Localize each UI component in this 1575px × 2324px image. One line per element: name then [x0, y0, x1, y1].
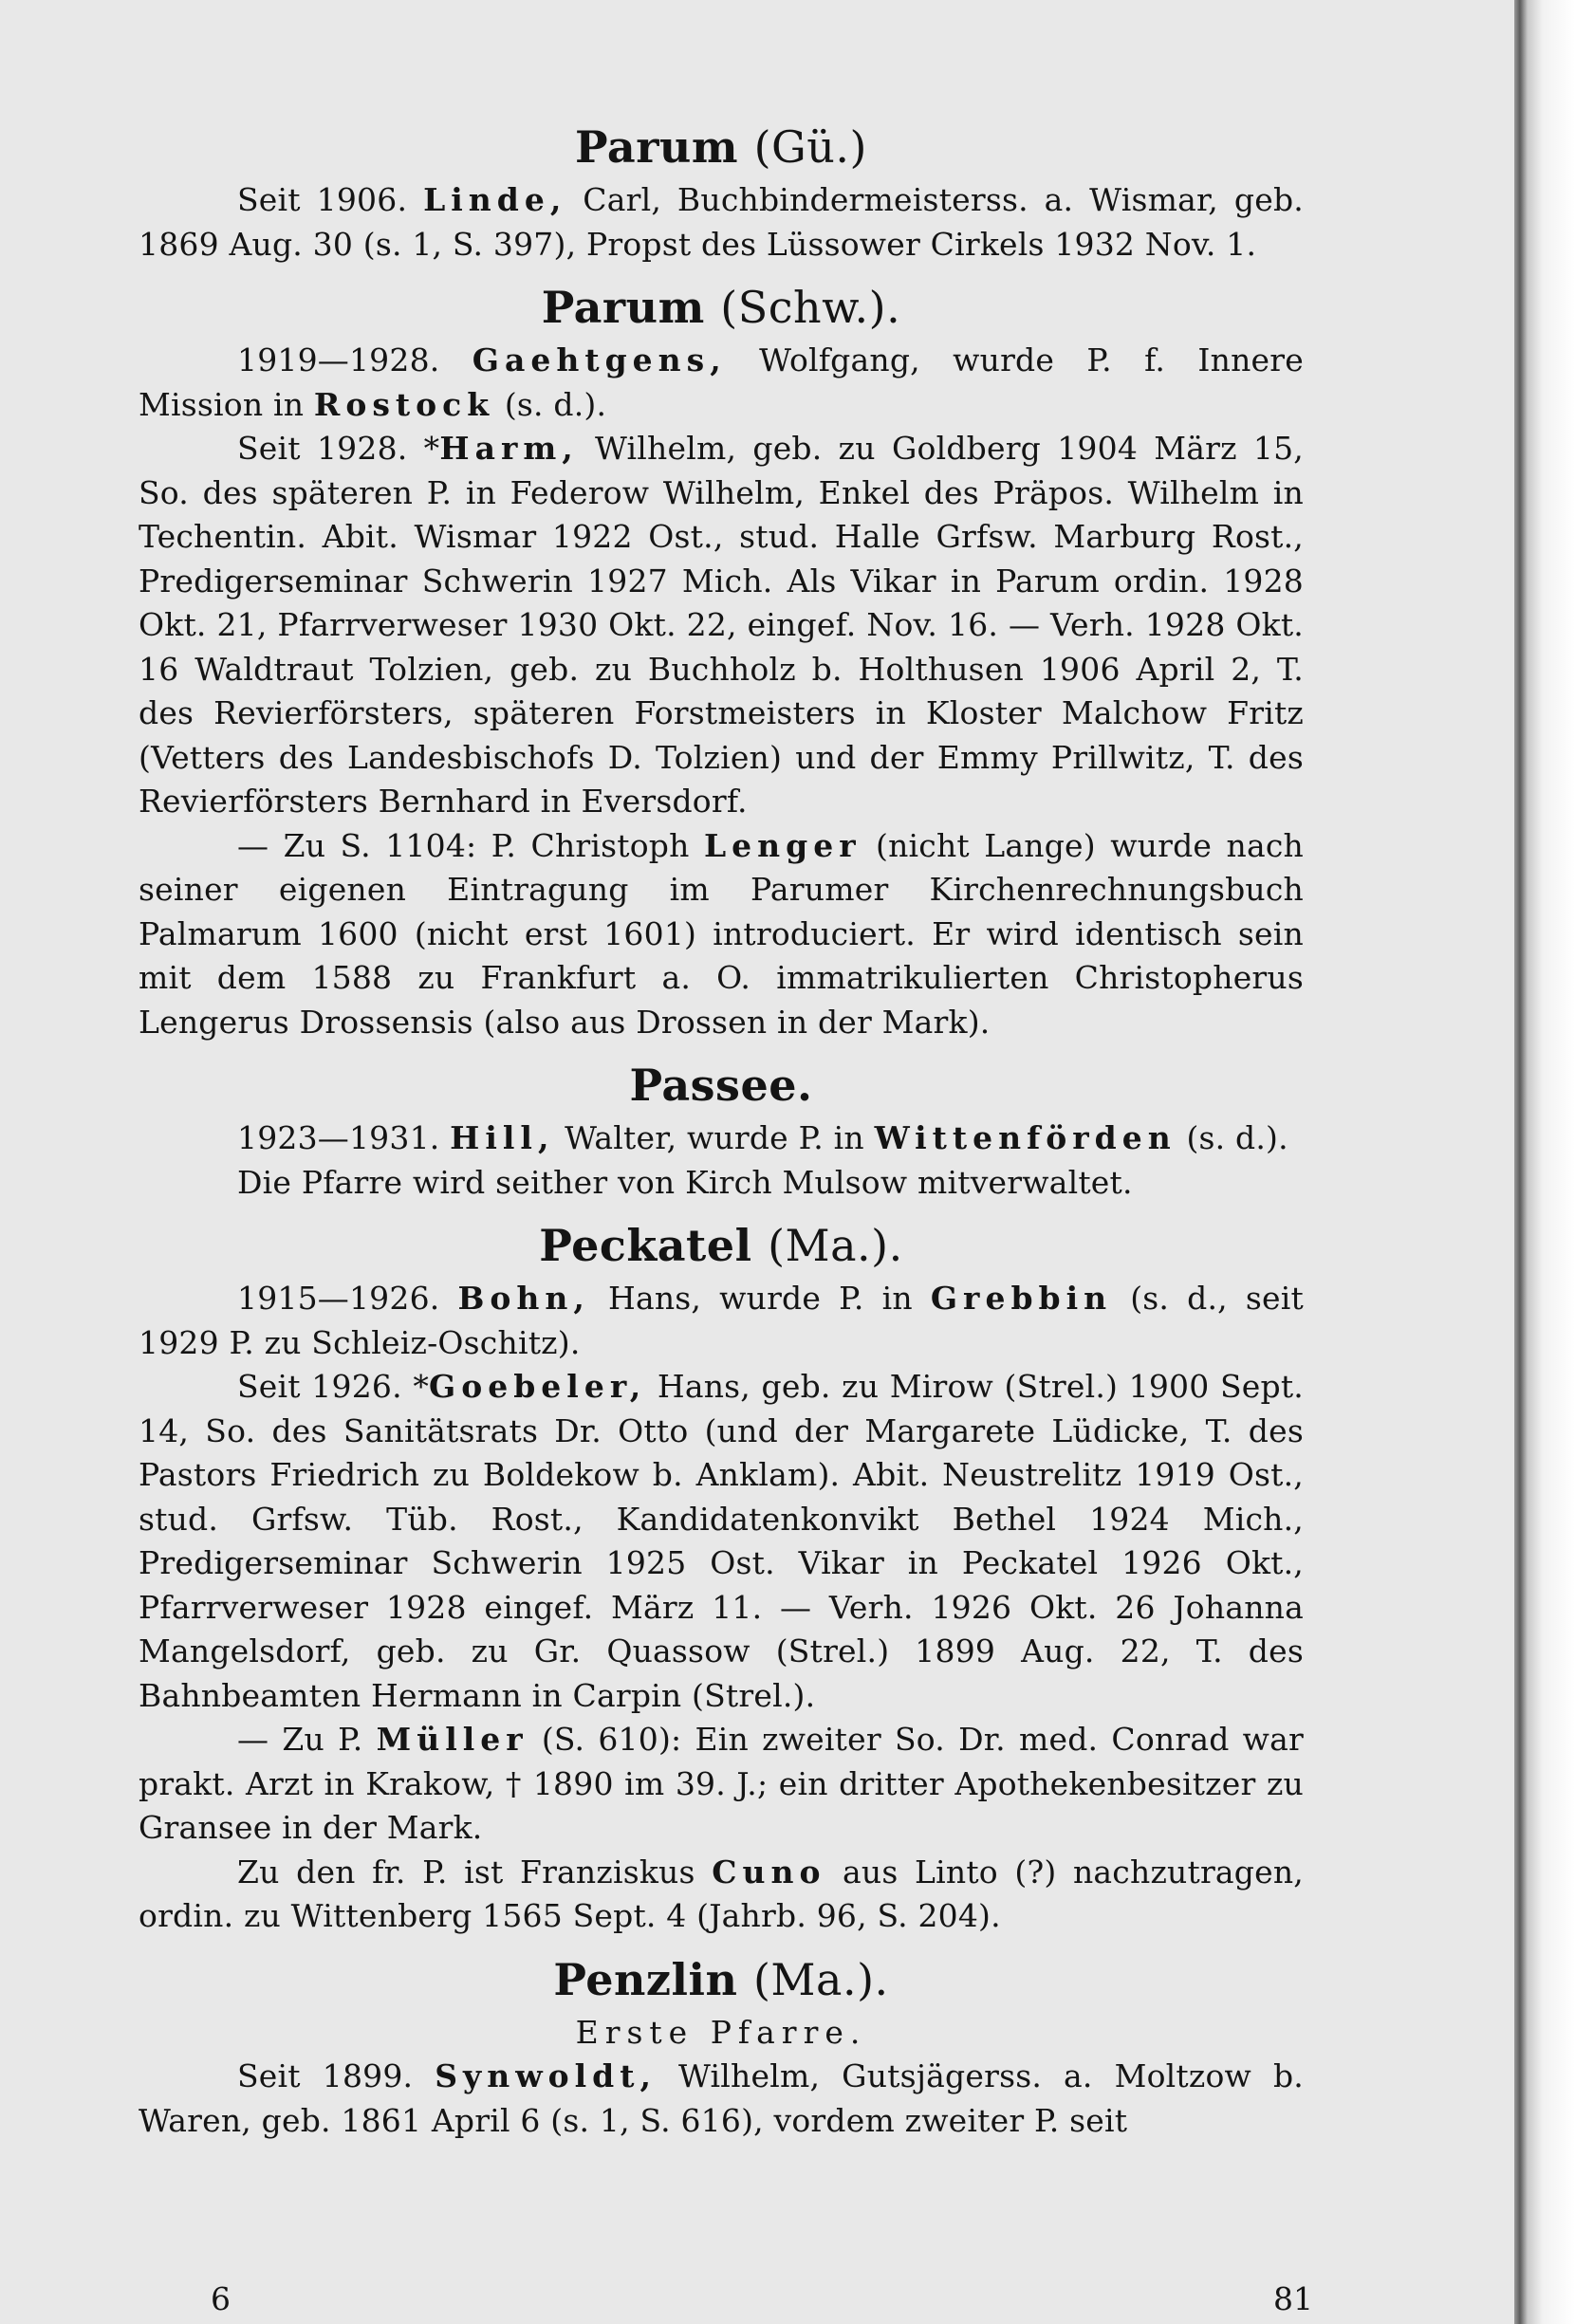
- spaced-name: Cuno: [712, 1853, 826, 1891]
- page-edge: [1514, 0, 1575, 2324]
- heading-penzlin: [139, 1948, 1304, 2011]
- heading-parum-schw: [139, 276, 1304, 339]
- section-subtitle: Erste Pfarre.: [575, 2013, 867, 2051]
- heading-title: Passee.: [629, 1060, 813, 1111]
- heading-region: (Schw.).: [720, 282, 901, 333]
- paragraph: — Zu P. Müller (S. 610): Ein zweiter So. Dr. med. Conrad war prakt. Arzt in Krakow, † 1890 im 39. J.; ein dritter Apothekenbesitzer zu Gransee in der Mark.: [139, 1721, 1304, 1846]
- page-number: 81: [1273, 2280, 1313, 2317]
- paragraph: Seit 1928. *Harm, Wilhelm, geb. zu Goldberg 1904 März 15, So. des späteren P. in Federow Wilhelm, Enkel des Präpos. Wilhelm in Techentin. Abit. Wismar 1922 Ost., stud. Halle Grfsw. Marburg Rost., Predigerseminar Schwerin 1927 Mich. Als Vikar in Parum ordin. 1928 Okt. 21, Pfarrverweser 1930 Okt. 22, eingef. Nov. 16. — Verh. 1928 Okt. 16 Waldtraut Tolzien, geb. zu Buchholz b. Holthusen 1906 April 2, T. des Revierförsters, späteren Forstmeisters in Kloster Malchow Fritz (Vetters des Landesbischofs D. Tolzien) und der Emmy Prillwitz, T. des Revierförsters Bernhard in Eversdorf.: [139, 430, 1304, 820]
- paragraph: 1919—1928. Gaehtgens, Wolfgang, wurde P. f. Innere Mission in Rostock (s. d.).: [139, 341, 1304, 423]
- heading-title: Parum: [541, 282, 705, 333]
- spaced-place: Rostock: [313, 385, 495, 423]
- paragraph: Seit 1926. *Goebeler, Hans, geb. zu Mirow (Strel.) 1900 Sept. 14, So. des Sanitätsrats Dr. Otto (und der Margarete Lüdicke, T. des Pastors Friedrich zu Boldekow b. Anklam). Abit. Neustrelitz 1919 Ost., stud. Grfsw. Tüb. Rost., Kandidatenkonvikt Bethel 1924 Mich., Predigerseminar Schwerin 1925 Ost. Vikar in Peckatel 1926 Okt., Pfarrverweser 1928 eingef. März 11. — Verh. 1926 Okt. 26 Johanna Mangelsdorf, geb. zu Gr. Quassow (Strel.) 1899 Aug. 22, T. des Bahnbeamten Hermann in Carpin (Strel.).: [139, 1368, 1304, 1714]
- heading-peckatel: [139, 1214, 1304, 1277]
- spaced-name: Goebeler,: [429, 1368, 647, 1405]
- paragraph: Seit 1899. Synwoldt, Wilhelm, Gutsjägerss. a. Moltzow b. Waren, geb. 1861 April 6 (s. 1, S. 616), vordem zweiter P. seit: [139, 2057, 1304, 2139]
- heading-title: Parum: [575, 121, 739, 173]
- spaced-place: Grebbin: [930, 1280, 1113, 1317]
- spaced-name: Linde,: [423, 181, 567, 218]
- page-content: [139, 116, 1304, 2143]
- spaced-name: Müller: [376, 1721, 528, 1758]
- spaced-place: Wittenförden: [874, 1119, 1177, 1156]
- paragraph: Die Pfarre wird seither von Kirch Mulsow mitverwaltet.: [237, 1163, 1133, 1201]
- spaced-name: Synwoldt,: [435, 2057, 657, 2094]
- spaced-name: Harm,: [439, 430, 579, 467]
- heading-title: Peckatel: [539, 1220, 752, 1271]
- spaced-name: Lenger: [703, 826, 862, 864]
- heading-title: Penzlin: [553, 1953, 738, 2005]
- heading-region: (Ma.).: [752, 1953, 889, 2005]
- paragraph: Zu den fr. P. ist Franziskus Cuno aus Linto (?) nachzutragen, ordin. zu Wittenberg 1565 Sept. 4 (Jahrb. 96, S. 204).: [139, 1853, 1304, 1934]
- signature-mark: 6: [211, 2280, 231, 2317]
- heading-parum-gue: [139, 116, 1304, 178]
- heading-region: (Gü.): [753, 121, 867, 173]
- paragraph: 1923—1931. Hill, Walter, wurde P. in Wittenförden (s. d.).: [237, 1119, 1288, 1156]
- heading-region: (Ma.).: [768, 1220, 903, 1271]
- heading-passee: [139, 1054, 1304, 1116]
- spaced-name: Bohn,: [457, 1280, 590, 1317]
- paragraph: Seit 1906. Linde, Carl, Buchbindermeisterss. a. Wismar, geb. 1869 Aug. 30 (s. 1, S. 397), Propst des Lüssower Cirkels 1932 Nov. 1.: [139, 181, 1304, 263]
- paragraph: — Zu S. 1104: P. Christoph Lenger (nicht Lange) wurde nach seiner eigenen Eintragung im Parumer Kirchenrechnungsbuch Palmarum 1600 (nicht erst 1601) introduciert. Er wird identisch sein mit dem 1588 zu Frankfurt a. O. immatrikulierten Christopherus Lengerus Drossensis (also aus Drossen in der Mark).: [139, 826, 1304, 1041]
- spaced-name: Hill,: [450, 1119, 555, 1156]
- paragraph: 1915—1926. Bohn, Hans, wurde P. in Grebbin (s. d., seit 1929 P. zu Schleiz-Oschitz).: [139, 1280, 1304, 1361]
- spaced-name: Gaehtgens,: [472, 341, 727, 378]
